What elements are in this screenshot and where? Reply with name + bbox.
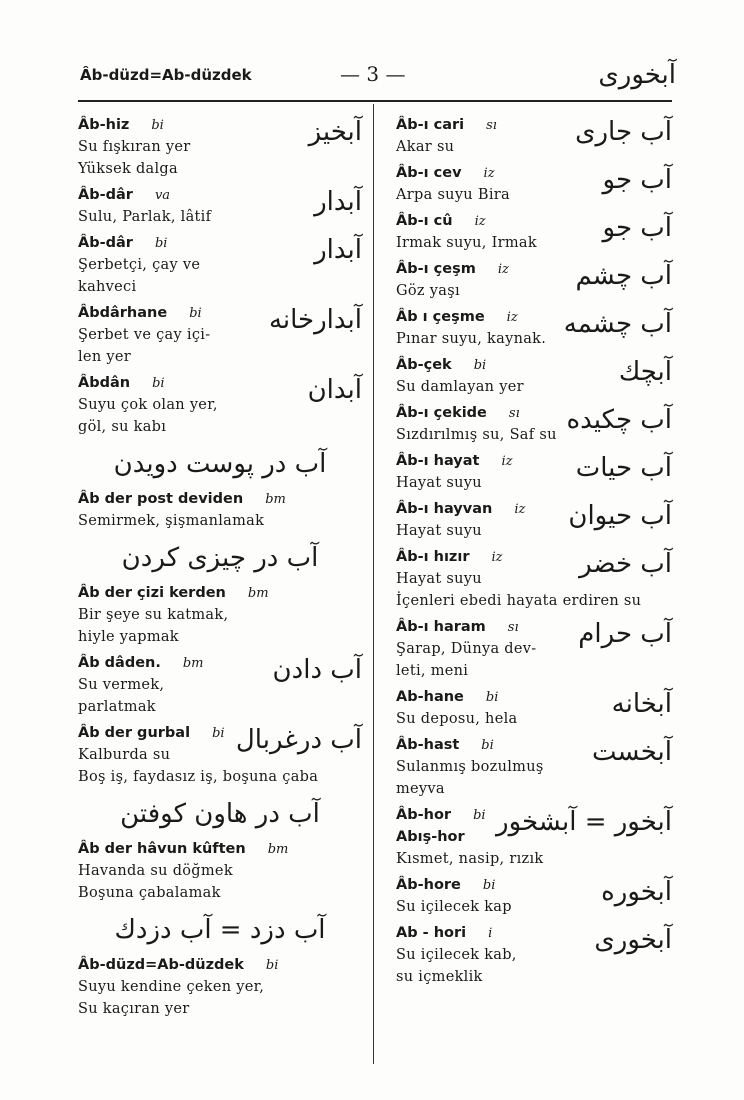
dictionary-entry	[78, 954, 362, 1020]
arabic-headword: آبخيز	[308, 117, 362, 147]
dictionary-entry	[78, 652, 362, 718]
arabic-headword: آب جارى	[575, 117, 672, 147]
definition-line: Su deposu, hela	[396, 711, 518, 727]
dictionary-entry	[396, 874, 672, 918]
dictionary-entry	[396, 498, 672, 542]
entry-headword	[78, 838, 362, 860]
grammar-tag: i	[488, 926, 493, 941]
arabic-headword: آبدار	[314, 187, 362, 217]
headword-text: Âb-ı cû	[396, 213, 453, 229]
definition-line: Pınar suyu, kaynak.	[396, 331, 547, 347]
entry-headword-secondary: Abış-hor	[396, 829, 465, 845]
headword-text: Âb-hiz	[78, 117, 130, 133]
left-column	[78, 114, 362, 1024]
dictionary-entry	[396, 686, 672, 730]
dictionary-entry	[396, 210, 672, 254]
arabic-headword: آب حيوان	[568, 501, 672, 531]
arabic-phrase: آب دزد = آب دزدك	[114, 915, 326, 945]
headword-text: Âb dâden.	[78, 655, 161, 671]
definition-line: Su kaçıran yer	[78, 1001, 190, 1017]
arabic-phrase: آب در هاون کوفتن	[120, 799, 320, 829]
dictionary-entry	[78, 722, 362, 788]
headword-text: Âbdân	[78, 375, 131, 391]
definition-line: Su vermek,	[78, 677, 165, 693]
header-rule	[78, 100, 672, 102]
definition-line: parlatmak	[78, 699, 156, 715]
grammar-tag: bi	[482, 878, 496, 893]
definition-line: Suyu kendine çeken yer,	[78, 979, 265, 995]
definition-line: Semirmek, şişmanlamak	[78, 513, 265, 529]
dictionary-entry	[396, 258, 672, 302]
definition-line: Su içilecek kab,	[396, 947, 517, 963]
headword-text: Âb-çek	[396, 357, 452, 373]
arabic-headword: آب حرام	[578, 619, 672, 649]
definition-line: su içmeklik	[396, 969, 483, 985]
headword-text: Âb-ı hayat	[396, 453, 480, 469]
definition-line: Sulanmış bozulmuş	[396, 759, 544, 775]
dictionary-entry	[396, 546, 672, 612]
definition-line: Akar su	[396, 139, 455, 155]
definition-line: Yüksek dalga	[78, 161, 178, 177]
grammar-tag: bm	[247, 586, 269, 601]
dictionary-entry	[396, 804, 672, 870]
arabic-headword: آبخورى	[594, 925, 672, 955]
dictionary-entry	[396, 402, 672, 446]
dictionary-entry	[396, 734, 672, 800]
definition-line: Boş iş, faydasız iş, boşuna çaba	[78, 769, 319, 785]
arabic-headword: آب جو	[602, 213, 672, 243]
arabic-headword: آب جو	[602, 165, 672, 195]
definition-line: hiyle yapmak	[78, 629, 179, 645]
arabic-headword: آب خضر	[579, 549, 672, 579]
arabic-headword: آب چكيده	[566, 405, 672, 435]
grammar-tag: bm	[267, 842, 289, 857]
entry-headword	[78, 488, 362, 510]
definition-line: Kalburda su	[78, 747, 171, 763]
dictionary-entry	[396, 162, 672, 206]
grammar-tag: bm	[182, 656, 204, 671]
right-column	[396, 114, 672, 992]
dictionary-entry	[396, 114, 672, 158]
arabic-headword: آبخست	[592, 737, 672, 767]
definition-line: Bir şeye su katmak,	[78, 607, 229, 623]
grammar-tag: va	[154, 188, 171, 203]
definition-line: Şarap, Dünya dev-	[396, 641, 537, 657]
definition-line: len yer	[78, 349, 131, 365]
arabic-headword: آبدار	[314, 235, 362, 265]
grammar-tag: bi	[485, 690, 499, 705]
dictionary-entry	[78, 184, 362, 228]
definition-line: Irmak suyu, Irmak	[396, 235, 537, 251]
headword-text: Âb-düzd=Ab-düzdek	[78, 957, 244, 973]
headword-text: Âb-hast	[396, 737, 460, 753]
grammar-tag: iz	[501, 454, 513, 469]
dictionary-entry	[78, 582, 362, 648]
grammar-tag: bi	[151, 118, 164, 133]
headword-text: Âb-dâr	[78, 187, 133, 203]
definition-line: Sızdırılmış su, Saf su	[396, 427, 557, 443]
dictionary-entry	[78, 302, 362, 368]
definition-line: Suyu çok olan yer,	[78, 397, 218, 413]
definition-line: Şerbetçi, çay ve	[78, 257, 201, 273]
headword-text: Âb-ı hızır	[396, 549, 470, 565]
arabic-phrase: آب در پوست دویدن	[113, 449, 327, 479]
arabic-phrase: آب در چیزی کردن	[121, 543, 319, 573]
headword-text: Âb-ı cari	[396, 117, 465, 133]
headword-text: Âb-hor	[396, 807, 452, 823]
dictionary-entry	[396, 450, 672, 494]
grammar-tag: bi	[152, 376, 165, 391]
headword-text: Âb-hore	[396, 877, 461, 893]
definition-line: Hayat suyu	[396, 475, 482, 491]
grammar-tag: sı	[507, 620, 519, 635]
definition-line: Su damlayan yer	[396, 379, 524, 395]
arabic-headword: آبخانه	[611, 689, 672, 719]
grammar-tag: bi	[481, 738, 494, 753]
headword-text: Âb-ı çekide	[396, 405, 487, 421]
definition-line: Sulu, Parlak, lâtif	[78, 209, 212, 225]
grammar-tag: bi	[473, 358, 487, 373]
arabic-headword: آب چشم	[575, 261, 672, 291]
definition-line: Havanda su döğmek	[78, 863, 233, 879]
arabic-headword: آبخور = آبشخور	[496, 807, 672, 837]
arabic-headword: آبچك	[618, 357, 672, 387]
page-header	[78, 60, 678, 96]
headword-text: Ab - hori	[396, 925, 467, 941]
arabic-headword: آب حيات	[575, 453, 672, 483]
headword-text: Âb-ı cev	[396, 165, 462, 181]
definition-line: leti, meni	[396, 663, 469, 679]
definition-line: Hayat suyu	[396, 523, 482, 539]
definition-line: Hayat suyu	[396, 571, 482, 587]
grammar-tag: bi	[212, 726, 225, 741]
headword-text: Ab-hane	[396, 689, 464, 705]
grammar-tag: iz	[497, 262, 509, 277]
definition-line: İçenleri ebedi hayata erdiren su	[396, 593, 642, 609]
dictionary-entry	[396, 354, 672, 398]
arabic-headword: آب دادن	[272, 655, 362, 685]
dictionary-entry	[78, 488, 362, 532]
dictionary-entry	[78, 232, 362, 298]
dictionary-entry	[396, 616, 672, 682]
grammar-tag: iz	[491, 550, 503, 565]
headword-text: Âb der post deviden	[78, 491, 244, 507]
grammar-tag: bm	[265, 492, 286, 507]
dictionary-entry	[78, 372, 362, 438]
dictionary-entry	[78, 838, 362, 904]
definition-line: Kısmet, nasip, rızık	[396, 851, 544, 867]
headword-text: Âb der hâvun kûften	[78, 841, 246, 857]
headword-text: Âb-ı hayvan	[396, 501, 493, 517]
grammar-tag: iz	[474, 214, 486, 229]
headword-text: Âb der çizi kerden	[78, 585, 226, 601]
grammar-tag: sı	[486, 118, 497, 133]
definition-line: meyva	[396, 781, 445, 797]
headword-text: Âb-ı çeşm	[396, 261, 476, 277]
arabic-headword: آبخوره	[601, 877, 672, 907]
headword-text: Âb der gurbal	[78, 725, 191, 741]
grammar-tag: bi	[154, 236, 168, 251]
entry-headword	[78, 582, 362, 604]
grammar-tag: bi	[473, 808, 486, 823]
grammar-tag: iz	[514, 502, 526, 517]
definition-line: Su içilecek kap	[396, 899, 512, 915]
definition-line: kahveci	[78, 279, 137, 295]
dictionary-entry	[396, 306, 672, 350]
dictionary-entry	[396, 922, 672, 988]
definition-line: Boşuna çabalamak	[78, 885, 221, 901]
entry-headword	[78, 954, 362, 976]
arabic-headword: آبدارخانه	[268, 305, 362, 335]
headword-text: Âb-ı haram	[396, 619, 486, 635]
definition-line: Şerbet ve çay içi-	[78, 327, 211, 343]
grammar-tag: iz	[483, 166, 495, 181]
page-number: — 3 —	[340, 62, 406, 86]
headword-text: Âb-dâr	[78, 235, 133, 251]
arabic-headword: آب چشمه	[563, 309, 672, 339]
definition-line: göl, su kabı	[78, 419, 167, 435]
column-divider	[373, 104, 374, 1064]
definition-line: Su fışkıran yer	[78, 139, 191, 155]
headword-text: Âbdârhane	[78, 305, 168, 321]
definition-line: Göz yaşı	[396, 283, 460, 299]
dictionary-entry	[78, 114, 362, 180]
running-head-right: آبخورى	[598, 60, 676, 90]
arabic-headword: آبدان	[307, 375, 362, 405]
grammar-tag: sı	[508, 406, 520, 421]
grammar-tag: bi	[189, 306, 202, 321]
running-head-left: Âb-düzd=Ab-düzdek	[80, 66, 252, 84]
headword-text: Âb ı çeşme	[396, 309, 485, 325]
grammar-tag: iz	[506, 310, 518, 325]
grammar-tag: bi	[265, 958, 279, 973]
arabic-headword: آب درغربال	[235, 725, 362, 755]
definition-line: Arpa suyu Bira	[396, 187, 510, 203]
